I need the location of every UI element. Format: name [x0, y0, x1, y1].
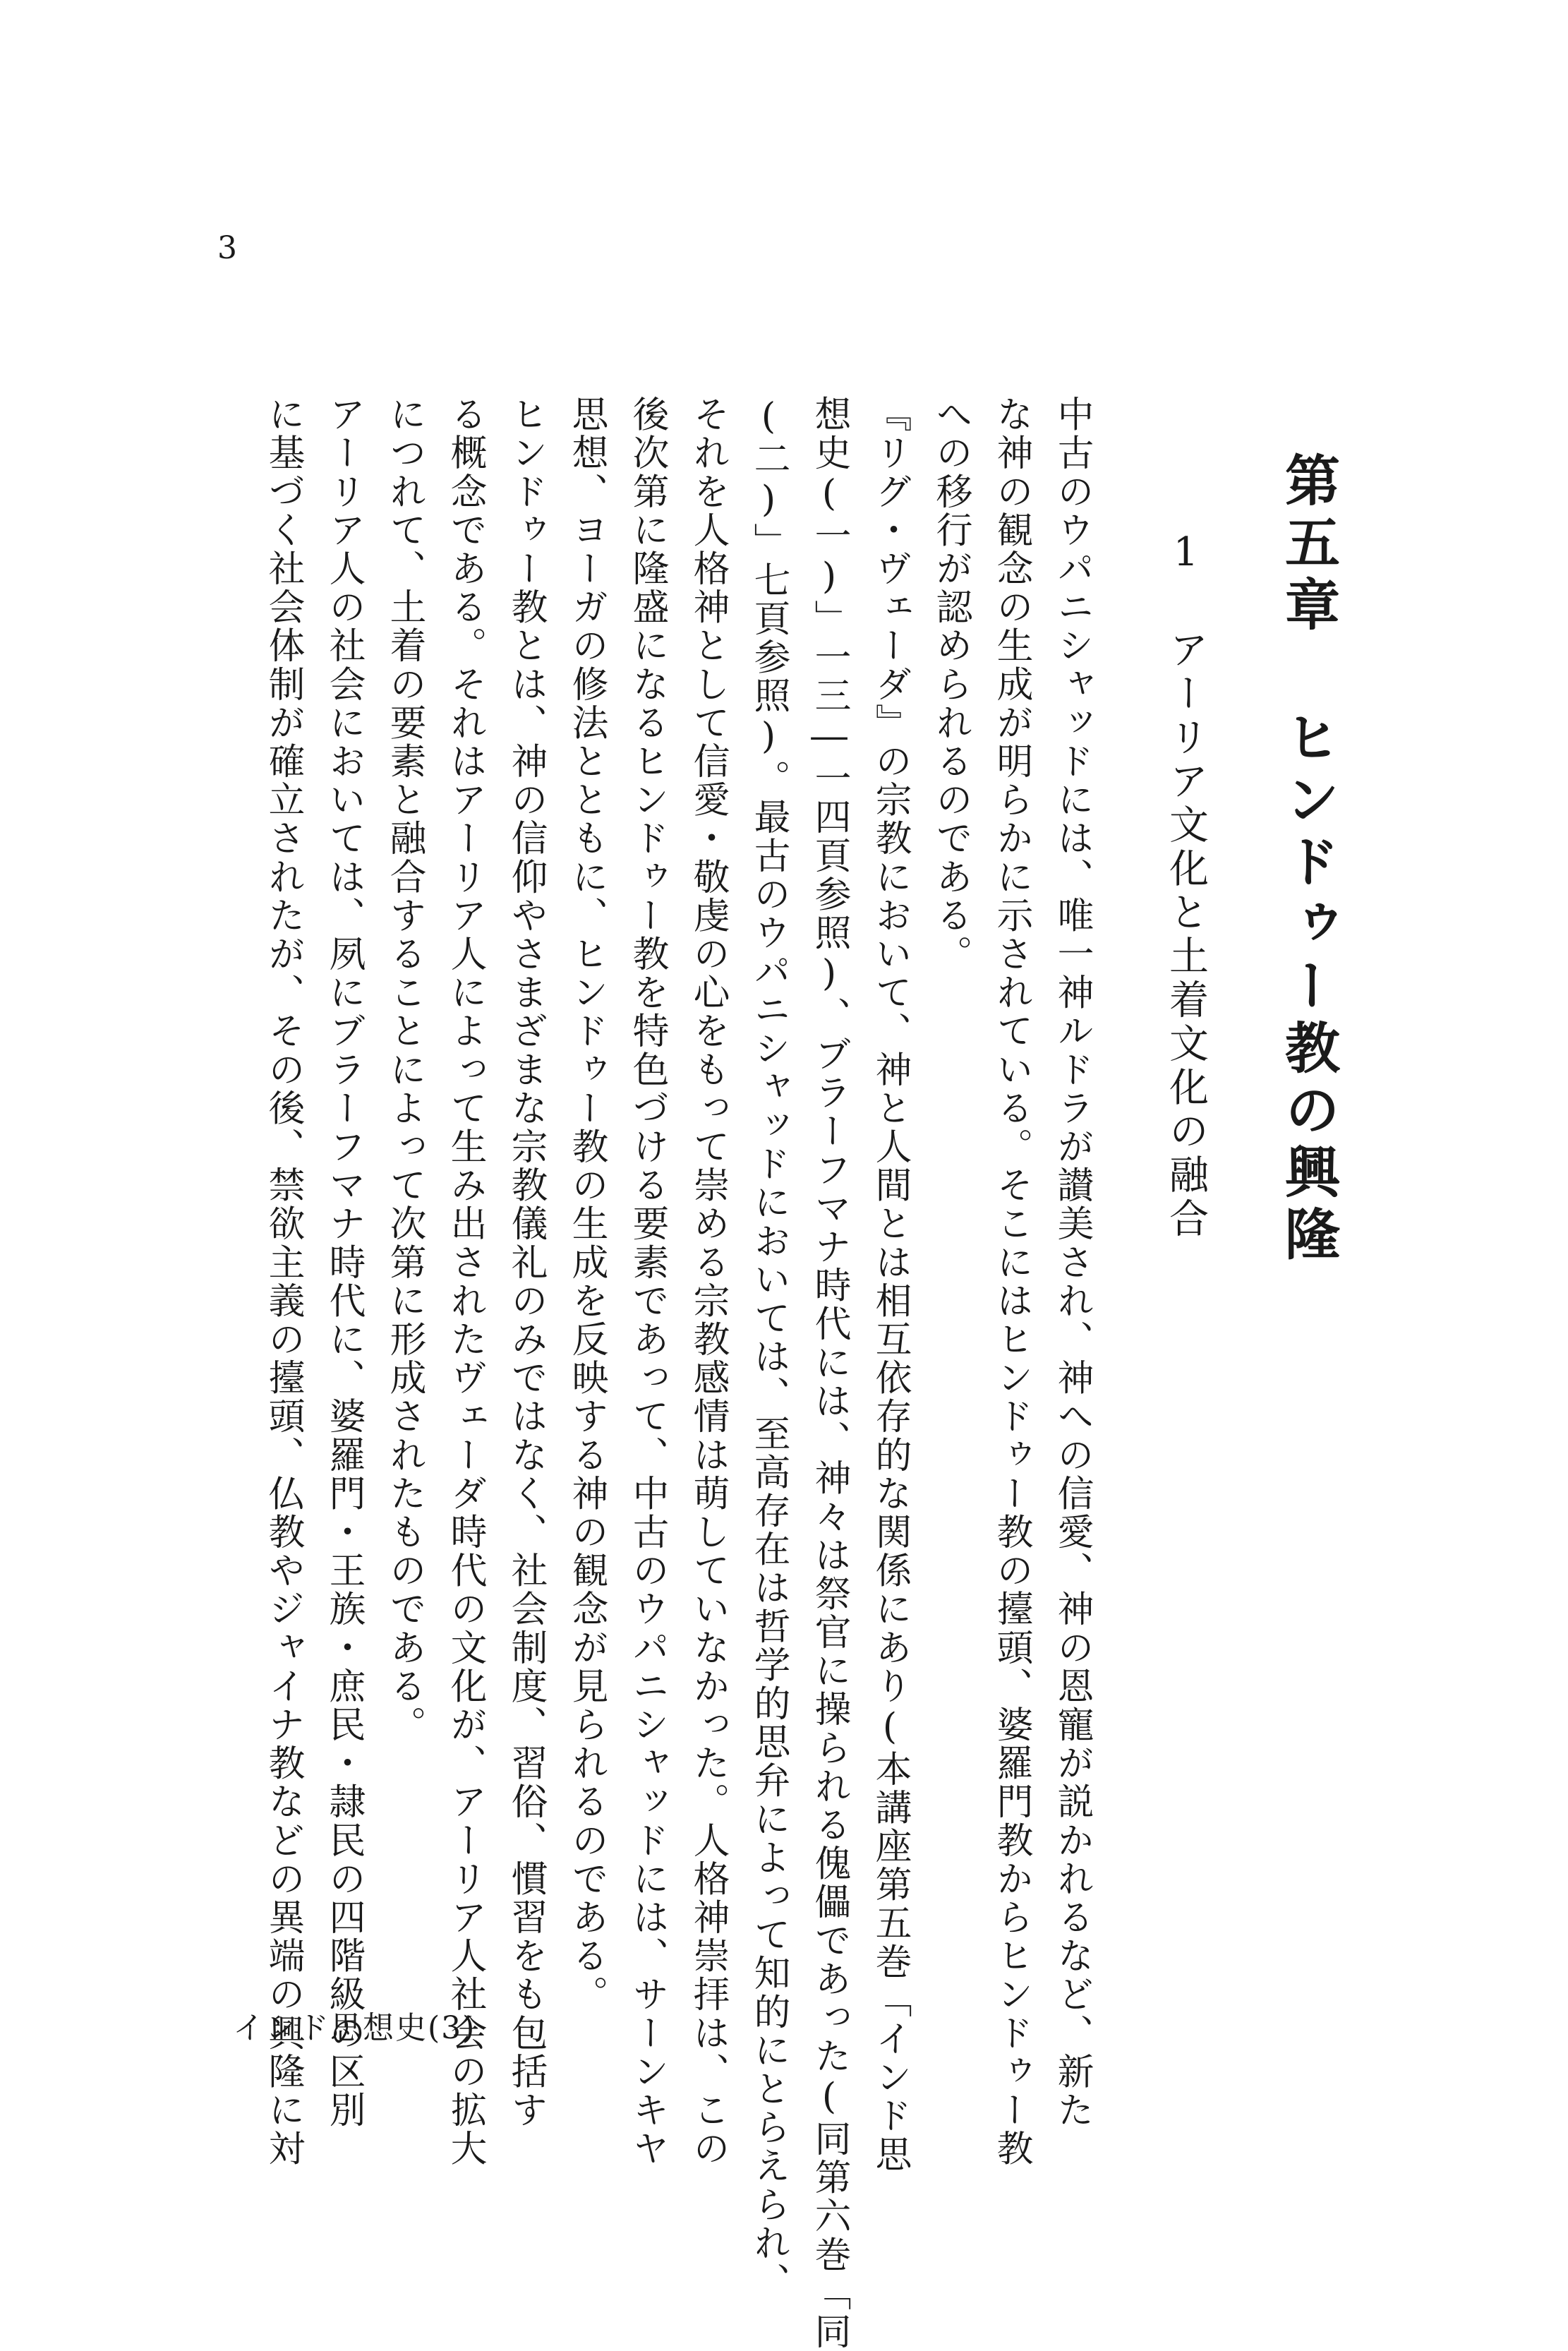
body-line-4: 『リグ・ヴェーダ』の宗教において、神と人間とは相互依存的な関係にあり(本講座第五巻「インド思 [869, 395, 911, 2174]
section-number: 1 [1163, 529, 1209, 579]
chapter-label: 第五章 [1276, 452, 1340, 638]
body-line-8: 後次第に隆盛になるヒンドゥー教を特色づける要素であって、中古のウパニシャッドには、サーンキヤ [626, 395, 668, 2168]
body-line-11: る概念である。それはアーリア人によって生み出されたヴェーダ時代の文化が、アーリア人社会の拡大 [444, 395, 486, 2168]
body-line-9: 思想、ヨーガの修法とともに、ヒンドゥー教の生成を反映する神の観念が見られるのである。 [565, 395, 608, 2014]
body-line-2: な神の観念の生成が明らかに示されている。そこにはヒンドゥー教の擡頭、婆羅門教からヒンドゥー教 [990, 395, 1032, 2168]
section-title: アーリア文化と土着文化の融合 [1163, 629, 1209, 1241]
body-line-12: につれて、土着の要素と融合することによって次第に形成されたものである。 [383, 395, 426, 1744]
chapter-heading [1269, 452, 1346, 1268]
running-footer: インド思想史(3) [233, 2010, 476, 2046]
body-line-5: 想史(一)」一三―一四頁参照)、ブラーフマナ時代には、神々は祭官に操られる傀儡であった(同第六巻「同 [808, 395, 850, 2351]
body-line-6: (二)」七頁参照)。最古のウパニシャッドにおいては、至高存在は哲学的思弁によって知的にとらえられ、 [747, 395, 790, 2301]
body-line-3: への移行が認められるのである。 [929, 395, 972, 973]
body-line-1: 中古のウパニシャッドには、唯一神ルドラが讃美され、神への信愛、神の恩寵が説かれるなど、新た [1051, 395, 1093, 2129]
body-line-7: それを人格神として信愛・敬虔の心をもって崇める宗教感情は萌していなかった。人格神崇拝は、この [687, 395, 729, 2168]
body-line-14: に基づく社会体制が確立されたが、その後、禁欲主義の擡頭、仏教やジャイナ教などの異端の興隆に対 [262, 395, 304, 2168]
section-heading [1157, 529, 1214, 1270]
page-number: 3 [217, 230, 237, 266]
body-line-10: ヒンドゥー教とは、神の信仰やさまざまな宗教儀礼のみではなく、社会制度、習俗、慣習をも包括す [505, 395, 547, 2129]
chapter-title: ヒンドゥー教の興隆 [1276, 709, 1340, 1268]
body-line-13: アーリア人の社会においては、夙にブラーフマナ時代に、婆羅門・王族・庶民・隷民の四階級の区別 [322, 395, 365, 2129]
